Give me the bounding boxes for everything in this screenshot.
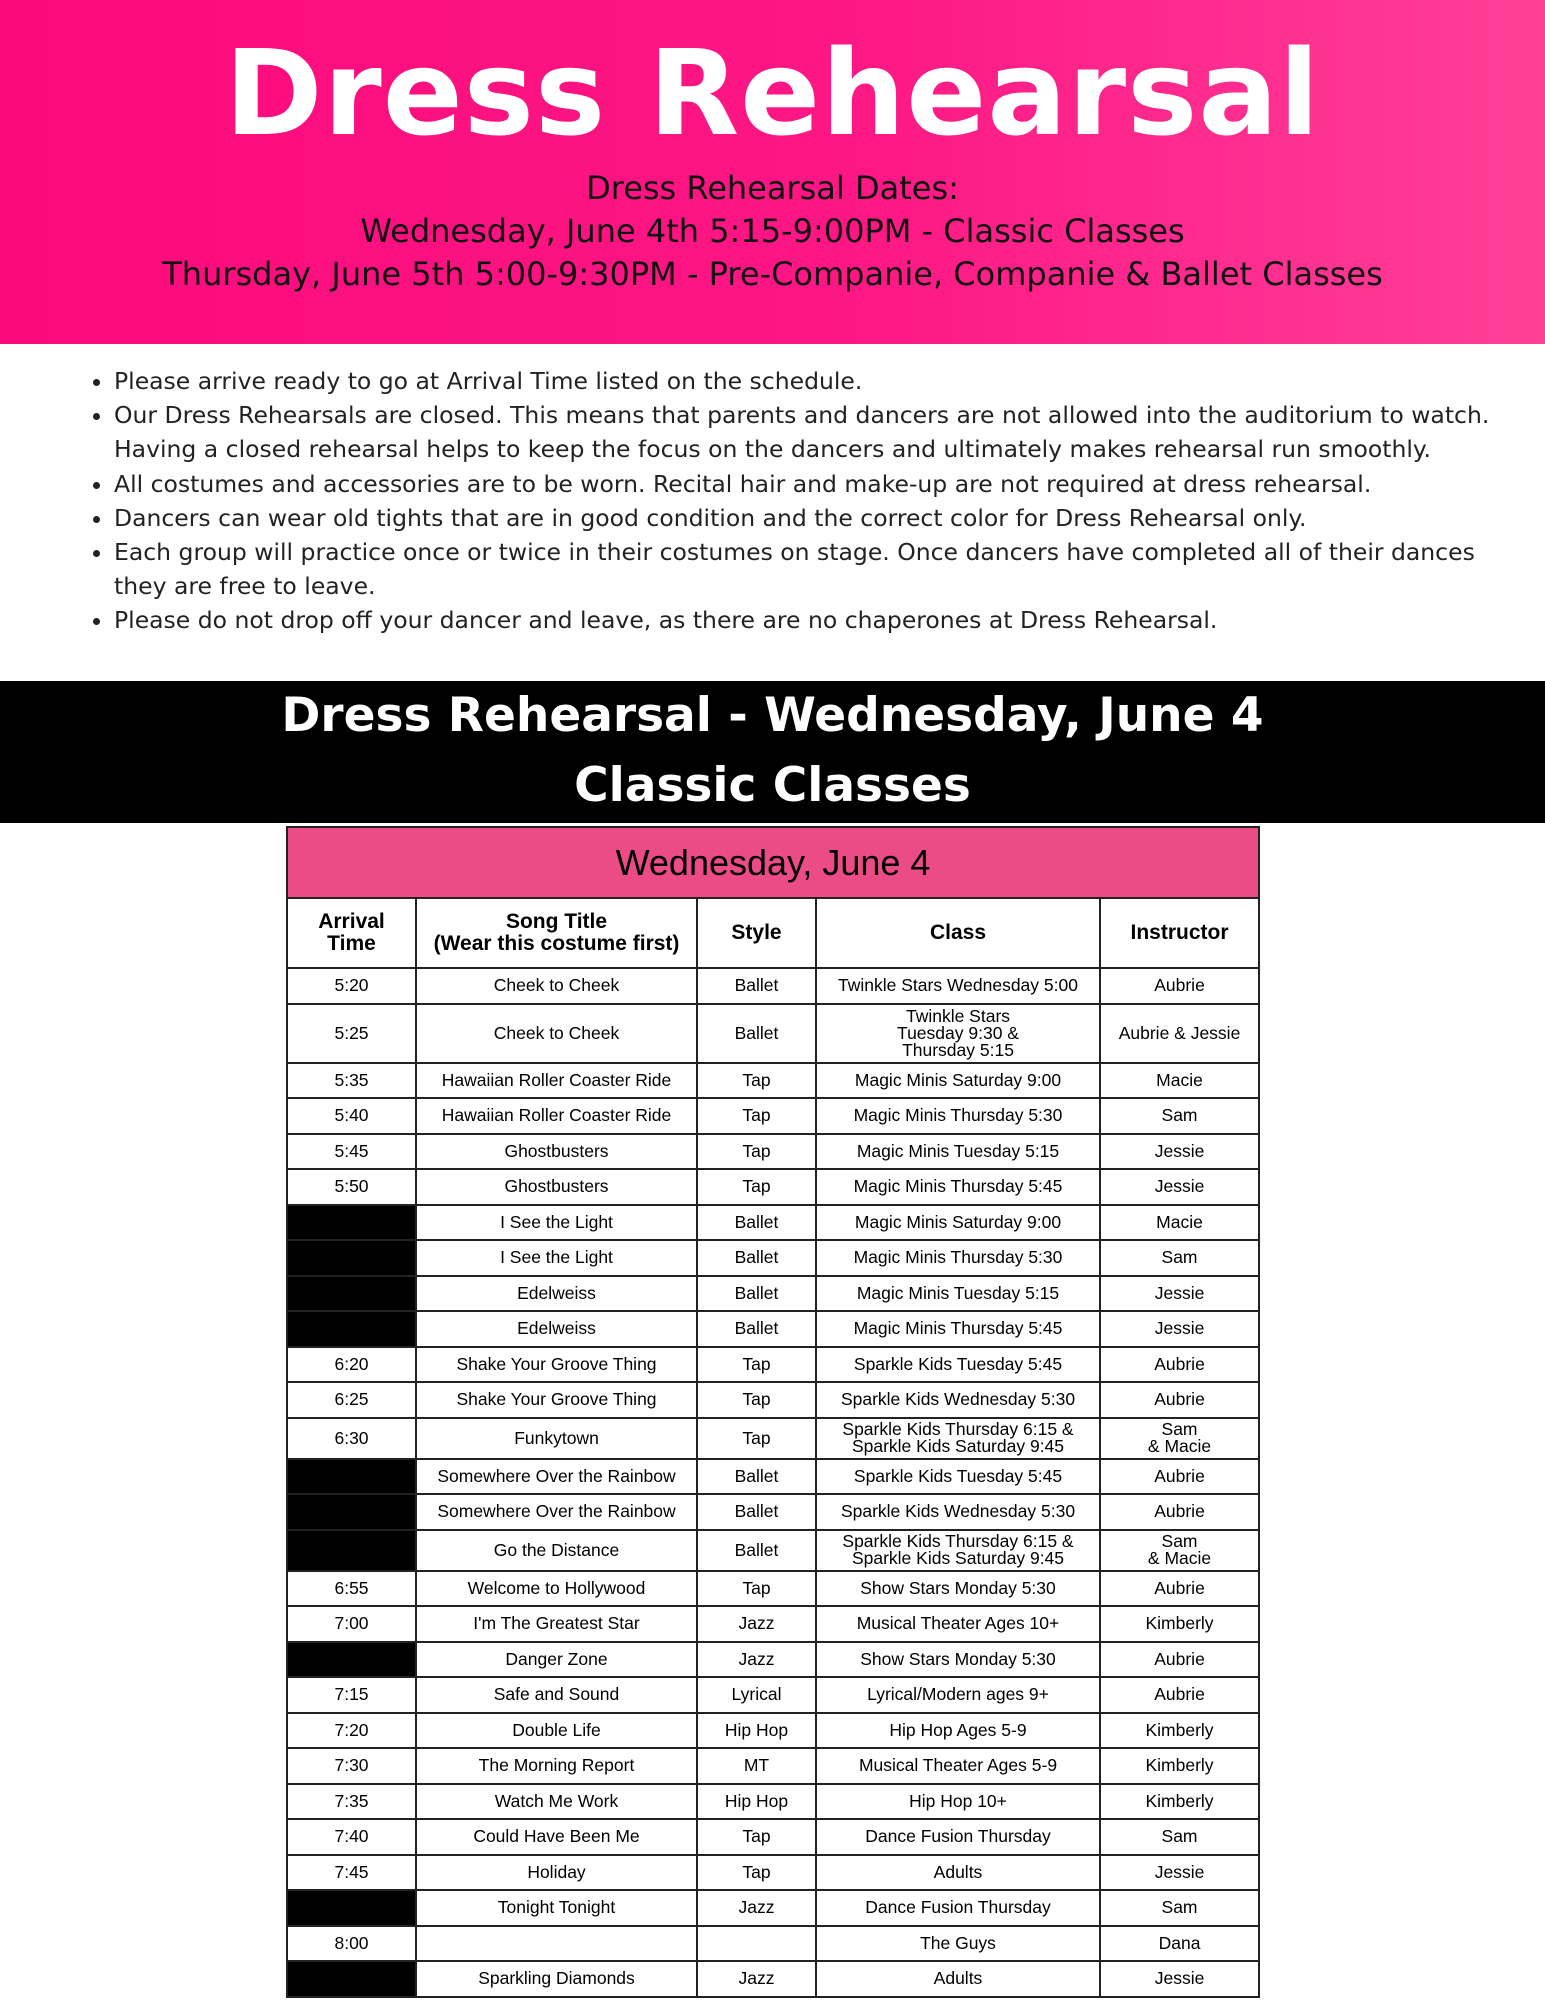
song-title-cell: Shake Your Groove Thing xyxy=(416,1382,697,1418)
style-cell: Tap xyxy=(697,1382,816,1418)
song-title-cell: Cheek to Cheek xyxy=(416,1004,697,1063)
instructor-cell: Aubrie xyxy=(1100,1459,1259,1495)
arrival-time-cell: 5:25 xyxy=(287,1004,416,1063)
song-title-cell: Double Life xyxy=(416,1713,697,1749)
song-title-cell: Tonight Tonight xyxy=(416,1890,697,1926)
song-title-cell: Cheek to Cheek xyxy=(416,968,697,1004)
class-cell: Adults xyxy=(816,1855,1100,1891)
instructor-cell: Jessie xyxy=(1100,1276,1259,1312)
style-cell: Tap xyxy=(697,1098,816,1134)
table-row xyxy=(287,1063,1259,1099)
instructor-cell: Sam xyxy=(1100,1890,1259,1926)
table-row xyxy=(287,968,1259,1004)
arrival-time-cell: 7:30 xyxy=(287,1748,416,1784)
table-row xyxy=(287,1784,1259,1820)
schedule-title: Wednesday, June 4 xyxy=(287,827,1259,898)
style-cell: MT xyxy=(697,1748,816,1784)
table-row xyxy=(287,1855,1259,1891)
table-row xyxy=(287,1748,1259,1784)
style-cell: Ballet xyxy=(697,1004,816,1063)
song-title-cell: Holiday xyxy=(416,1855,697,1891)
instructor-cell: Aubrie xyxy=(1100,1642,1259,1678)
song-title-cell: Somewhere Over the Rainbow xyxy=(416,1459,697,1495)
instructor-cell: Kimberly xyxy=(1100,1784,1259,1820)
header-arrival-time: Arrival Time xyxy=(287,898,416,968)
class-cell: Show Stars Monday 5:30 xyxy=(816,1571,1100,1607)
instructor-cell: Sam & Macie xyxy=(1100,1530,1259,1571)
arrival-time-cell: 7:15 xyxy=(287,1677,416,1713)
arrival-time-cell: 7:45 xyxy=(287,1855,416,1891)
style-cell: Ballet xyxy=(697,1205,816,1241)
style-cell: Ballet xyxy=(697,1530,816,1571)
style-cell: Tap xyxy=(697,1819,816,1855)
arrival-time-cell xyxy=(287,1530,416,1571)
page-title: Dress Rehearsal xyxy=(224,24,1321,162)
song-title-cell: Edelweiss xyxy=(416,1276,697,1312)
style-cell: Hip Hop xyxy=(697,1784,816,1820)
class-cell: Adults xyxy=(816,1961,1100,1997)
table-row xyxy=(287,1205,1259,1241)
instructor-cell: Sam & Macie xyxy=(1100,1418,1259,1459)
song-title-cell: Safe and Sound xyxy=(416,1677,697,1713)
class-cell: Show Stars Monday 5:30 xyxy=(816,1642,1100,1678)
song-title-cell: Shake Your Groove Thing xyxy=(416,1347,697,1383)
table-row xyxy=(287,1713,1259,1749)
instructor-cell: Dana xyxy=(1100,1926,1259,1962)
instructor-cell: Jessie xyxy=(1100,1961,1259,1997)
song-title-cell: Watch Me Work xyxy=(416,1784,697,1820)
arrival-time-cell: 6:55 xyxy=(287,1571,416,1607)
rules-list xyxy=(80,364,1514,638)
rehearsal-dates xyxy=(0,167,1545,296)
style-cell: Jazz xyxy=(697,1642,816,1678)
style-cell: Tap xyxy=(697,1134,816,1170)
class-cell: Magic Minis Saturday 9:00 xyxy=(816,1063,1100,1099)
table-row xyxy=(287,1961,1259,1997)
arrival-time-cell: 5:45 xyxy=(287,1134,416,1170)
arrival-time-cell: 7:35 xyxy=(287,1784,416,1820)
arrival-time-cell: 5:20 xyxy=(287,968,416,1004)
class-cell: Magic Minis Tuesday 5:15 xyxy=(816,1134,1100,1170)
song-title-cell: Funkytown xyxy=(416,1418,697,1459)
arrival-time-cell xyxy=(287,1459,416,1495)
class-cell: Musical Theater Ages 5-9 xyxy=(816,1748,1100,1784)
rule-item: • Dancers can wear old tights that are in good condition and the correct color for Dress Rehearsal only. xyxy=(114,501,1514,535)
song-title-cell: Go the Distance xyxy=(416,1530,697,1571)
song-title-cell: I See the Light xyxy=(416,1205,697,1241)
instructor-cell: Kimberly xyxy=(1100,1713,1259,1749)
arrival-time-cell xyxy=(287,1311,416,1347)
table-row xyxy=(287,1926,1259,1962)
instructor-cell: Macie xyxy=(1100,1063,1259,1099)
class-cell: Magic Minis Thursday 5:30 xyxy=(816,1240,1100,1276)
arrival-time-cell xyxy=(287,1961,416,1997)
table-row xyxy=(287,1571,1259,1607)
instructor-cell: Jessie xyxy=(1100,1134,1259,1170)
table-row xyxy=(287,1819,1259,1855)
table-row xyxy=(287,1459,1259,1495)
song-title-cell: The Morning Report xyxy=(416,1748,697,1784)
style-cell xyxy=(697,1926,816,1962)
class-cell: Sparkle Kids Thursday 6:15 & Sparkle Kids Saturday 9:45 xyxy=(816,1530,1100,1571)
arrival-time-cell: 6:25 xyxy=(287,1382,416,1418)
rule-item: • Please do not drop off your dancer and leave, as there are no chaperones at Dress Rehearsal. xyxy=(114,603,1514,637)
song-title-cell: I See the Light xyxy=(416,1240,697,1276)
class-cell: Dance Fusion Thursday xyxy=(816,1890,1100,1926)
style-cell: Ballet xyxy=(697,1276,816,1312)
arrival-time-cell: 6:30 xyxy=(287,1418,416,1459)
date-line-thursday: Thursday, June 5th 5:00-9:30PM - Pre-Companie, Companie & Ballet Classes xyxy=(162,255,1383,293)
style-cell: Tap xyxy=(697,1347,816,1383)
style-cell: Tap xyxy=(697,1063,816,1099)
arrival-time-cell xyxy=(287,1240,416,1276)
class-cell: Twinkle Stars Wednesday 5:00 xyxy=(816,968,1100,1004)
song-title-cell: Could Have Been Me xyxy=(416,1819,697,1855)
header-style: Style xyxy=(697,898,816,968)
instructor-cell: Aubrie xyxy=(1100,1347,1259,1383)
class-cell: Twinkle Stars Tuesday 9:30 & Thursday 5:15 xyxy=(816,1004,1100,1063)
instructor-cell: Sam xyxy=(1100,1098,1259,1134)
song-title-cell: I'm The Greatest Star xyxy=(416,1606,697,1642)
class-cell: Magic Minis Tuesday 5:15 xyxy=(816,1276,1100,1312)
arrival-time-cell: 7:20 xyxy=(287,1713,416,1749)
arrival-time-cell: 6:20 xyxy=(287,1347,416,1383)
class-cell: The Guys xyxy=(816,1926,1100,1962)
header-banner xyxy=(0,0,1545,344)
instructor-cell: Aubrie xyxy=(1100,1382,1259,1418)
table-row xyxy=(287,1169,1259,1205)
style-cell: Ballet xyxy=(697,968,816,1004)
table-row xyxy=(287,1098,1259,1134)
song-title-cell: Ghostbusters xyxy=(416,1134,697,1170)
style-cell: Hip Hop xyxy=(697,1713,816,1749)
class-cell: Magic Minis Thursday 5:45 xyxy=(816,1311,1100,1347)
class-cell: Sparkle Kids Tuesday 5:45 xyxy=(816,1459,1100,1495)
rule-item: • Each group will practice once or twice in their costumes on stage. Once dancers have completed all of their dances they are free to leave. xyxy=(114,535,1514,603)
table-row xyxy=(287,1642,1259,1678)
instructor-cell: Sam xyxy=(1100,1819,1259,1855)
instructor-cell: Aubrie xyxy=(1100,1494,1259,1530)
table-row xyxy=(287,1240,1259,1276)
table-row xyxy=(287,1890,1259,1926)
class-cell: Hip Hop 10+ xyxy=(816,1784,1100,1820)
class-cell: Musical Theater Ages 10+ xyxy=(816,1606,1100,1642)
song-title-cell: Somewhere Over the Rainbow xyxy=(416,1494,697,1530)
class-cell: Dance Fusion Thursday xyxy=(816,1819,1100,1855)
table-row xyxy=(287,1530,1259,1571)
table-row xyxy=(287,1494,1259,1530)
arrival-time-cell xyxy=(287,1494,416,1530)
schedule-header-row xyxy=(287,898,1259,968)
instructor-cell: Jessie xyxy=(1100,1311,1259,1347)
song-title-cell: Hawaiian Roller Coaster Ride xyxy=(416,1063,697,1099)
class-cell: Hip Hop Ages 5-9 xyxy=(816,1713,1100,1749)
class-cell: Lyrical/Modern ages 9+ xyxy=(816,1677,1100,1713)
instructor-cell: Aubrie xyxy=(1100,968,1259,1004)
rule-item: • Our Dress Rehearsals are closed. This means that parents and dancers are not allowed into the auditorium to watch. Having a closed rehearsal helps to keep the focus on the dancers and ultimately makes rehearsal run smoothly. xyxy=(114,398,1514,466)
instructor-cell: Kimberly xyxy=(1100,1748,1259,1784)
instructor-cell: Kimberly xyxy=(1100,1606,1259,1642)
table-row xyxy=(287,1418,1259,1459)
arrival-time-cell: 7:40 xyxy=(287,1819,416,1855)
arrival-time-cell: 5:50 xyxy=(287,1169,416,1205)
style-cell: Jazz xyxy=(697,1890,816,1926)
section-banner xyxy=(0,681,1545,823)
section-title: Dress Rehearsal - Wednesday, June 4 xyxy=(281,688,1264,743)
instructor-cell: Macie xyxy=(1100,1205,1259,1241)
table-row xyxy=(287,1311,1259,1347)
style-cell: Tap xyxy=(697,1855,816,1891)
instructor-cell: Aubrie xyxy=(1100,1677,1259,1713)
style-cell: Jazz xyxy=(697,1961,816,1997)
song-title-cell: Hawaiian Roller Coaster Ride xyxy=(416,1098,697,1134)
class-cell: Magic Minis Saturday 9:00 xyxy=(816,1205,1100,1241)
style-cell: Tap xyxy=(697,1169,816,1205)
style-cell: Jazz xyxy=(697,1606,816,1642)
table-row xyxy=(287,1382,1259,1418)
header-instructor: Instructor xyxy=(1100,898,1259,968)
schedule-body xyxy=(287,968,1259,1997)
date-line-wednesday: Wednesday, June 4th 5:15-9:00PM - Classic Classes xyxy=(360,212,1185,250)
arrival-time-cell: 7:00 xyxy=(287,1606,416,1642)
arrival-time-cell: 8:00 xyxy=(287,1926,416,1962)
arrival-time-cell: 5:40 xyxy=(287,1098,416,1134)
style-cell: Ballet xyxy=(697,1494,816,1530)
table-row xyxy=(287,1276,1259,1312)
instructor-cell: Aubrie xyxy=(1100,1571,1259,1607)
style-cell: Ballet xyxy=(697,1311,816,1347)
arrival-time-cell: 5:35 xyxy=(287,1063,416,1099)
class-cell: Sparkle Kids Wednesday 5:30 xyxy=(816,1382,1100,1418)
arrival-time-cell xyxy=(287,1276,416,1312)
class-cell: Sparkle Kids Wednesday 5:30 xyxy=(816,1494,1100,1530)
song-title-cell: Welcome to Hollywood xyxy=(416,1571,697,1607)
class-cell: Sparkle Kids Thursday 6:15 & Sparkle Kids Saturday 9:45 xyxy=(816,1418,1100,1459)
table-row xyxy=(287,1606,1259,1642)
arrival-time-cell xyxy=(287,1890,416,1926)
class-cell: Sparkle Kids Tuesday 5:45 xyxy=(816,1347,1100,1383)
song-title-cell: Edelweiss xyxy=(416,1311,697,1347)
header-song-title: Song Title (Wear this costume first) xyxy=(416,898,697,968)
style-cell: Tap xyxy=(697,1418,816,1459)
dates-heading: Dress Rehearsal Dates: xyxy=(586,169,959,207)
instructor-cell: Jessie xyxy=(1100,1169,1259,1205)
section-subtitle: Classic Classes xyxy=(574,758,971,813)
rule-item: • Please arrive ready to go at Arrival Time listed on the schedule. xyxy=(114,364,1514,398)
arrival-time-cell xyxy=(287,1205,416,1241)
song-title-cell: Ghostbusters xyxy=(416,1169,697,1205)
instructor-cell: Jessie xyxy=(1100,1855,1259,1891)
table-row xyxy=(287,1004,1259,1063)
song-title-cell: Danger Zone xyxy=(416,1642,697,1678)
table-row xyxy=(287,1134,1259,1170)
header-class: Class xyxy=(816,898,1100,968)
instructor-cell: Aubrie & Jessie xyxy=(1100,1004,1259,1063)
song-title-cell: Sparkling Diamonds xyxy=(416,1961,697,1997)
class-cell: Magic Minis Thursday 5:30 xyxy=(816,1098,1100,1134)
arrival-time-cell xyxy=(287,1642,416,1678)
style-cell: Ballet xyxy=(697,1459,816,1495)
instructor-cell: Sam xyxy=(1100,1240,1259,1276)
style-cell: Lyrical xyxy=(697,1677,816,1713)
table-row xyxy=(287,1677,1259,1713)
class-cell: Magic Minis Thursday 5:45 xyxy=(816,1169,1100,1205)
rule-item: • All costumes and accessories are to be worn. Recital hair and make-up are not required at dress rehearsal. xyxy=(114,467,1514,501)
song-title-cell xyxy=(416,1926,697,1962)
style-cell: Tap xyxy=(697,1571,816,1607)
table-row xyxy=(287,1347,1259,1383)
style-cell: Ballet xyxy=(697,1240,816,1276)
schedule-table xyxy=(286,826,1260,1998)
